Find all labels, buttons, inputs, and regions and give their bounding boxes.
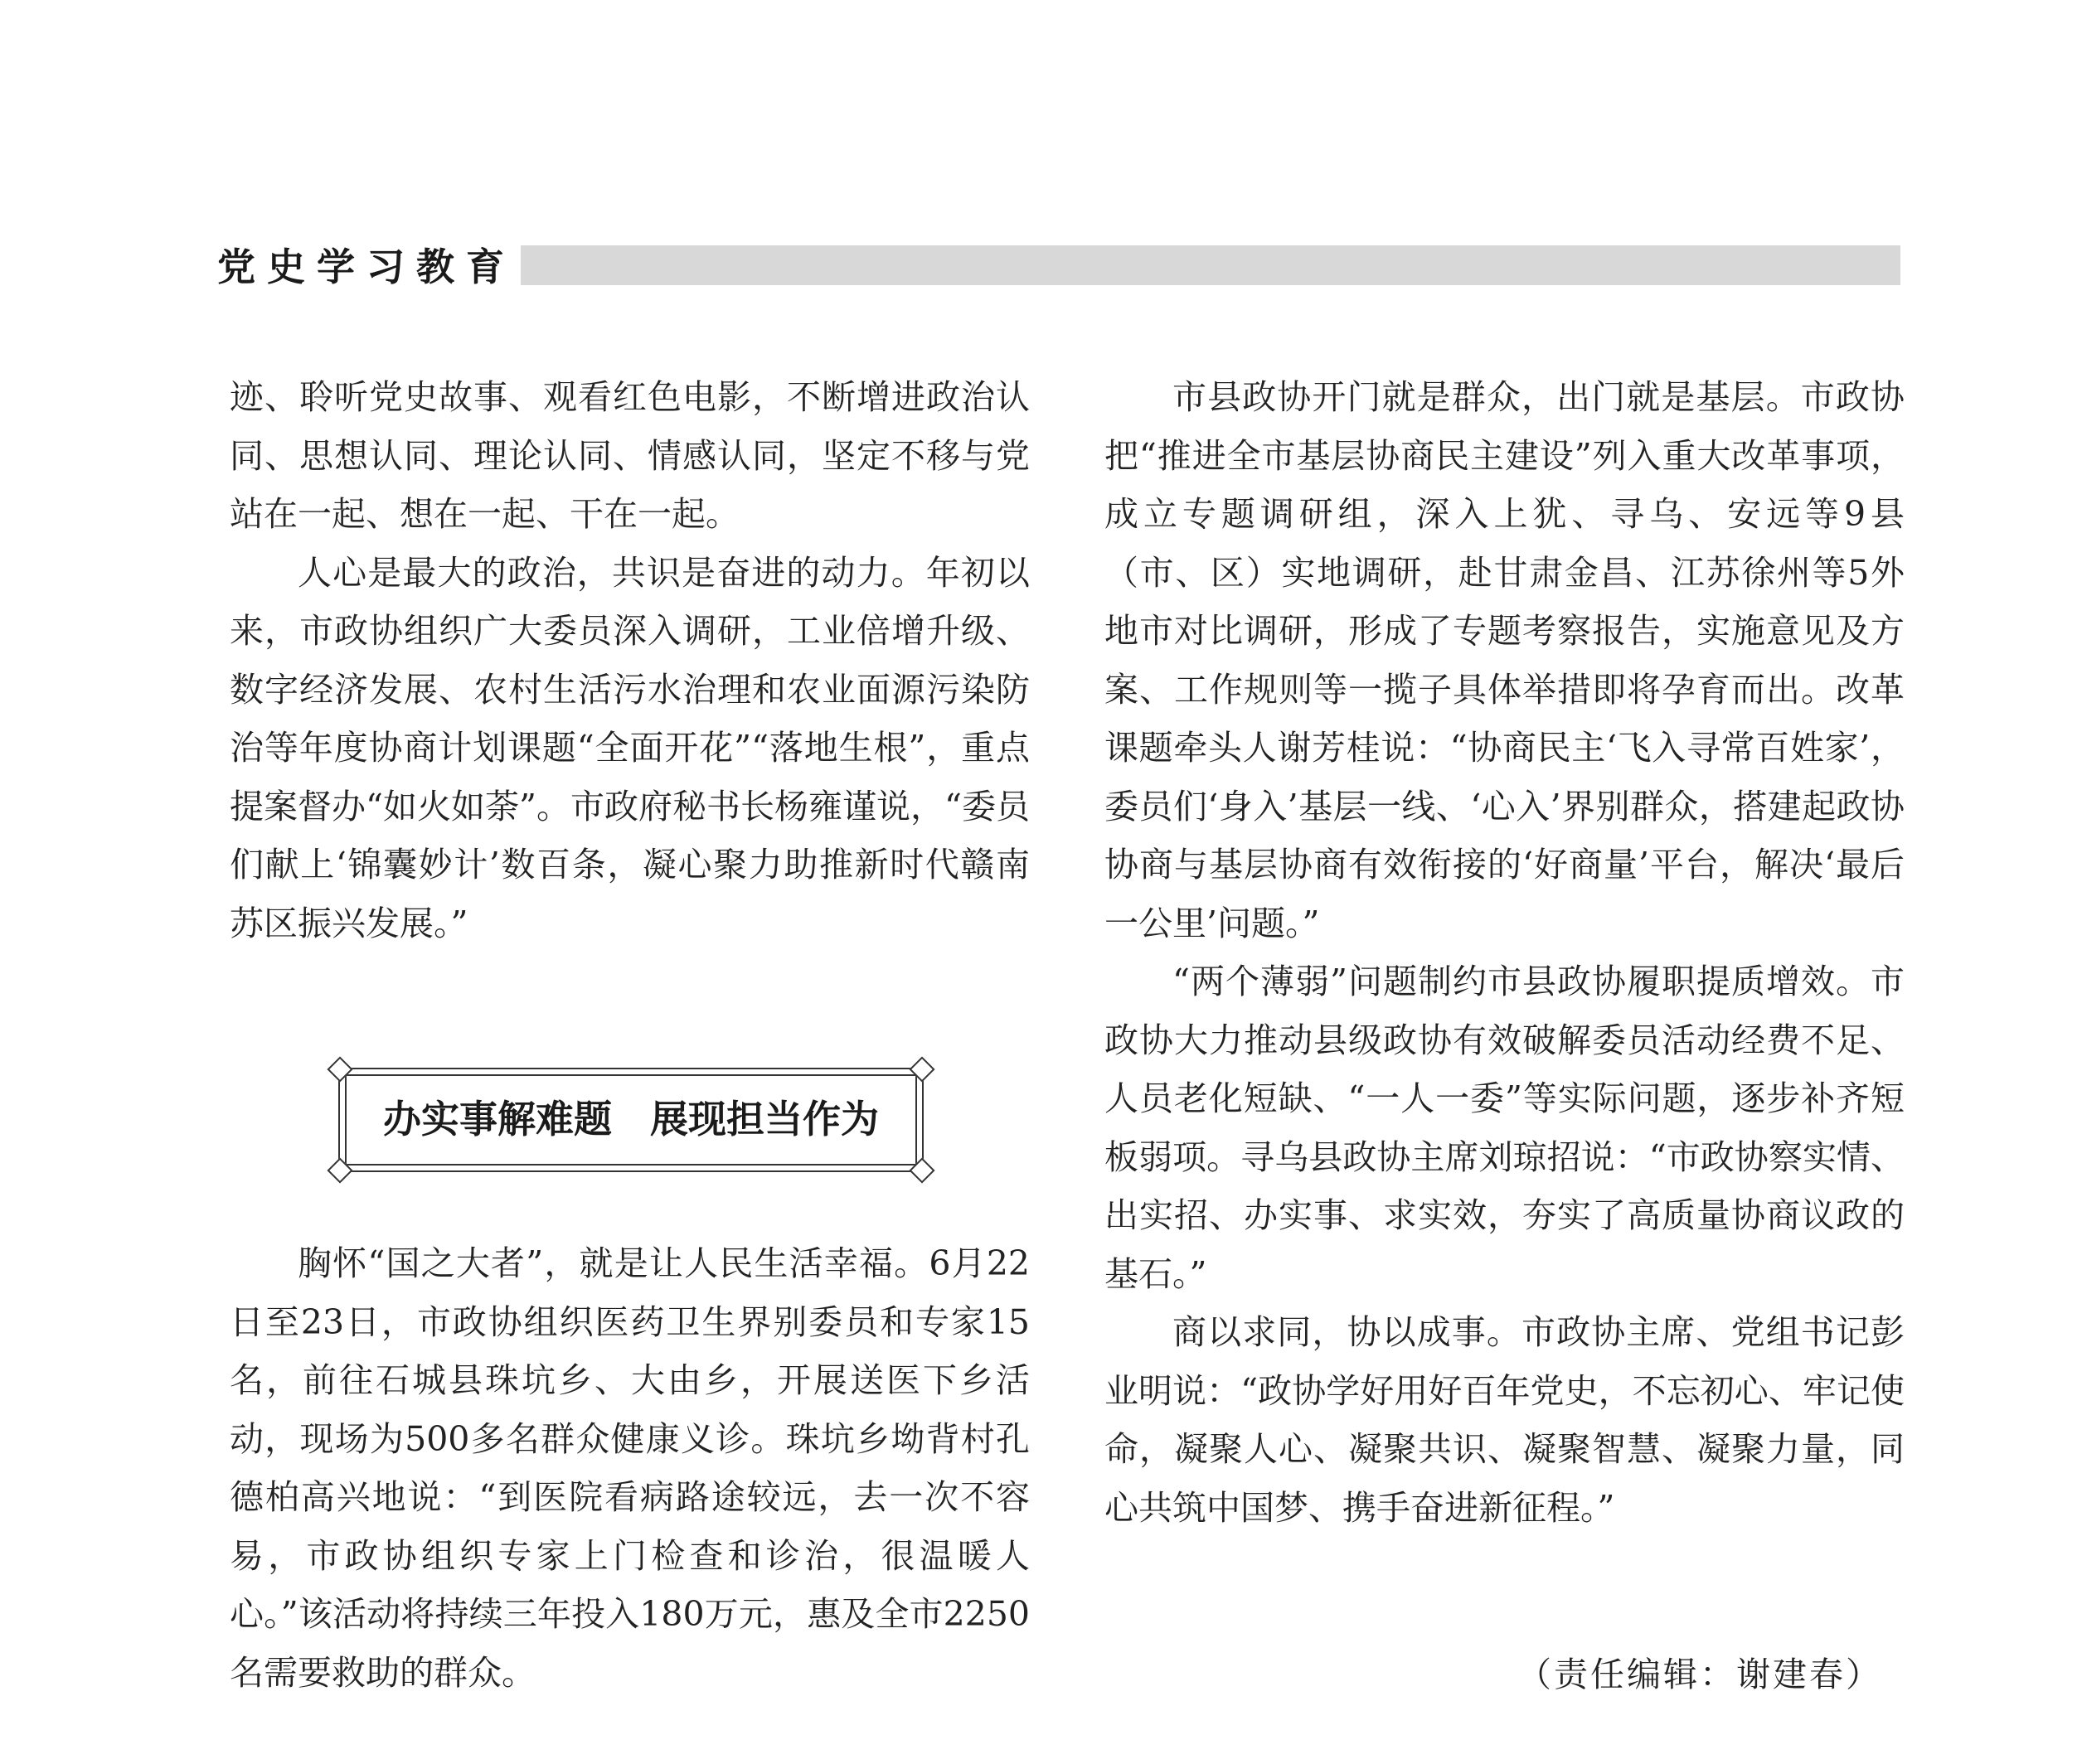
paragraph: 商以求同，协以成事。市政协主席、党组书记彭业明说：“政协学好用好百年党史，不忘初心、牢记使命，凝聚人心、凝聚共识、凝聚智慧、凝聚力量，同心共筑中国梦、携手奋进新征程。” xyxy=(1104,1312,1905,1528)
left-column-top xyxy=(230,368,1030,952)
right-column xyxy=(1104,368,1905,1537)
paragraph: “两个薄弱”问题制约市县政协履职提质增效。市政协大力推动县级政协有效破解委员活动经费不足、人员老化短缺、“一人一委”等实际问题，逐步补齐短板弱项。寻乌县政协主席刘琼招说：“市政协察实情、出实招、办实事、求实效，夯实了高质量协商议政的基石。” xyxy=(1104,962,1905,1294)
header-bar xyxy=(521,245,1900,285)
subheading: 办实事解难题 展现担当作为 xyxy=(383,1097,879,1141)
paragraph: 市县政协开门就是群众，出门就是基层。市政协把“推进全市基层协商民主建设”列入重大改革事项，成立专题调研组，深入上犹、寻乌、安远等9县（市、区）实地调研，赴甘肃金昌、江苏徐州等5外地市对比调研，形成了专题考察报告，实施意见及方案、工作规则等一揽子具体举措即将孕育而出。改革课题牵头人谢芳桂说：“协商民主‘飞入寻常百姓家’，委员们‘身入’基层一线、‘心入’界别群众，搭建起政协协商与基层协商有效衔接的‘好商量’平台，解决‘最后一公里’问题。” xyxy=(1104,377,1905,943)
left-column-bottom xyxy=(230,1234,1030,1702)
section-header-title: 党史学习教育 xyxy=(217,245,516,289)
paragraph: 胸怀“国之大者”，就是让人民生活幸福。6月22日至23日，市政协组织医药卫生界别委员和专家15名，前往石城县珠坑乡、大由乡，开展送医下乡活动，现场为500多名群众健康义诊。珠坑乡坳背村孔德柏高兴地说：“到医院看病路途较远，去一次不容易，市政协组织专家上门检查和诊治，很温暖人心。”该活动将持续三年投入180万元，惠及全市2250名需要救助的群众。 xyxy=(230,1243,1030,1693)
paragraph: 迹、聆听党史故事、观看红色电影，不断增进政治认同、思想认同、理论认同、情感认同，坚定不移与党站在一起、想在一起、干在一起。 xyxy=(230,377,1030,534)
subheading-box xyxy=(338,1068,924,1172)
editor-note: （责任编辑：谢建春） xyxy=(1517,1655,1882,1694)
paragraph: 人心是最大的政治，共识是奋进的动力。年初以来，市政协组织广大委员深入调研，工业倍增升级、数字经济发展、农村生活污水治理和农业面源污染防治等年度协商计划课题“全面开花”“落地生根”，重点提案督办“如火如荼”。市政府秘书长杨雍谨说，“委员们献上‘锦囊妙计’数百条，凝心聚力助推新时代赣南苏区振兴发展。” xyxy=(230,552,1030,943)
